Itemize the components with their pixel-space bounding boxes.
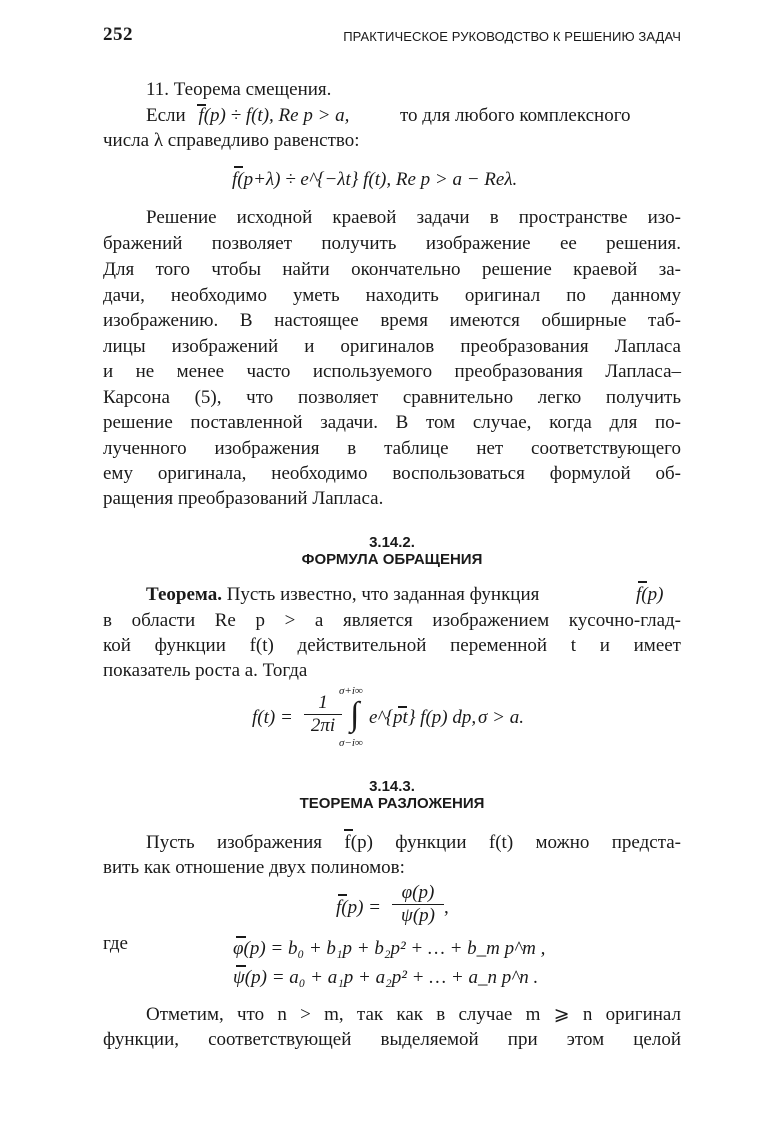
where-word: где: [103, 933, 128, 954]
paragraph-line: функции, соответствующей выделяемой при этом целой: [103, 1029, 681, 1050]
paragraph-line: лученного изображения в таблице нет соответствующего: [103, 438, 681, 459]
psi-polynomial: ψ(p) = a₀ + a₁p + a₂p² + … + a_n p^n .: [233, 967, 539, 988]
integral-lower-limit: σ−i∞: [339, 737, 363, 749]
fraction-denominator: 2πi: [304, 714, 342, 737]
ratio-denominator: ψ(p): [392, 904, 444, 927]
shift-theorem-inline-formula: f(p) ÷ f(t), Re p > a,: [198, 105, 350, 126]
ratio-fraction: [392, 882, 444, 927]
section-title: ТЕОРЕМА РАЗЛОЖЕНИЯ: [299, 795, 485, 812]
overline-mark: [234, 166, 243, 168]
shift-theorem-formula: f(p+λ) ÷ e^{−λt} f(t), Re p > a − Reλ.: [232, 169, 518, 190]
overline-mark: [638, 581, 647, 583]
section-number: 3.14.3.: [369, 778, 415, 795]
section-number: 3.14.2.: [369, 534, 415, 551]
formula-fraction: [304, 692, 342, 737]
overline-mark: [197, 104, 206, 106]
fraction-numerator: 1: [318, 692, 328, 713]
formula-integrand: e^{pt} f(p) dp,: [369, 707, 477, 728]
page-number: 252: [103, 24, 133, 45]
paragraph-line: Для того чтобы найти окончательно решение краевой за-: [103, 259, 681, 280]
paragraph-line: дачи, необходимо уметь находить оригинал по данному: [103, 285, 681, 306]
shift-theorem-heading: 11. Теорема смещения.: [146, 79, 332, 100]
paragraph-line: решение поставленной задачи. В том случае, когда для по-: [103, 412, 681, 433]
theorem-text: Пусть известно, что заданная функция: [226, 584, 540, 605]
overline-mark: [398, 706, 407, 708]
paragraph-line: лицы изображений и оригиналов преобразования Лапласа: [103, 336, 681, 357]
paragraph-line: Карсона (5), что позволяет сравнительно легко получить: [103, 387, 681, 408]
ratio-comma: ,: [444, 897, 449, 918]
shift-theorem-line2: числа λ справедливо равенство:: [103, 130, 360, 151]
formula-lhs: f(t) =: [252, 707, 293, 728]
paragraph-line: ему оригинала, необходимо воспользоваться формулой об-: [103, 463, 681, 484]
expansion-line2: вить как отношение двух полиномов:: [103, 857, 405, 878]
formula-condition: σ > a.: [478, 707, 524, 728]
overline-mark: [344, 829, 353, 831]
paragraph-line: изображению. В настоящее время имеются обширные таб-: [103, 310, 681, 331]
overline-mark: [236, 965, 246, 967]
paragraph-line: и не менее часто используемого преобразования Лапласа–: [103, 361, 681, 382]
phi-polynomial: φ(p) = b₀ + b₁p + b₂p² + … + b_m p^m ,: [233, 938, 546, 959]
integral-sign: ∫: [350, 696, 360, 733]
theorem-inline-formula: f(p): [636, 584, 664, 605]
shift-theorem-line1-suffix: то для любого комплексного: [400, 105, 631, 126]
theorem-line3: кой функции f(t) действительной переменной t и имеет: [103, 635, 681, 656]
theorem-line2: в области Re p > a является изображением кусочно-глад-: [103, 610, 681, 631]
overline-mark: [338, 894, 347, 896]
theorem-line4: показатель роста a. Тогда: [103, 660, 308, 681]
shift-theorem-if: Если: [146, 105, 186, 126]
paragraph-line: бражений позволяет получить изображение ее решения.: [103, 233, 681, 254]
ratio-numerator: φ(p): [401, 882, 435, 903]
ratio-lhs: f(p) =: [336, 897, 382, 918]
expansion-line1: Пусть изображения f(p) функции f(t) можно предста-: [146, 832, 681, 853]
shift-theorem-line1: [146, 104, 349, 128]
running-title: ПРАКТИЧЕСКОЕ РУКОВОДСТВО К РЕШЕНИЮ ЗАДАЧ: [343, 29, 681, 44]
paragraph-line: Решение исходной краевой задачи в пространстве изо-: [146, 207, 681, 228]
overline-mark: [236, 936, 246, 938]
paragraph-line: Отметим, что n > m, так как в случае m ⩾ n оригинал: [146, 1004, 681, 1025]
section-title: ФОРМУЛА ОБРАЩЕНИЯ: [301, 551, 483, 568]
paragraph-line: ращения преобразований Лапласа.: [103, 488, 384, 509]
theorem-line1: [146, 583, 539, 607]
integral-upper-limit: σ+i∞: [339, 685, 363, 697]
theorem-label: Теорема.: [146, 584, 222, 605]
